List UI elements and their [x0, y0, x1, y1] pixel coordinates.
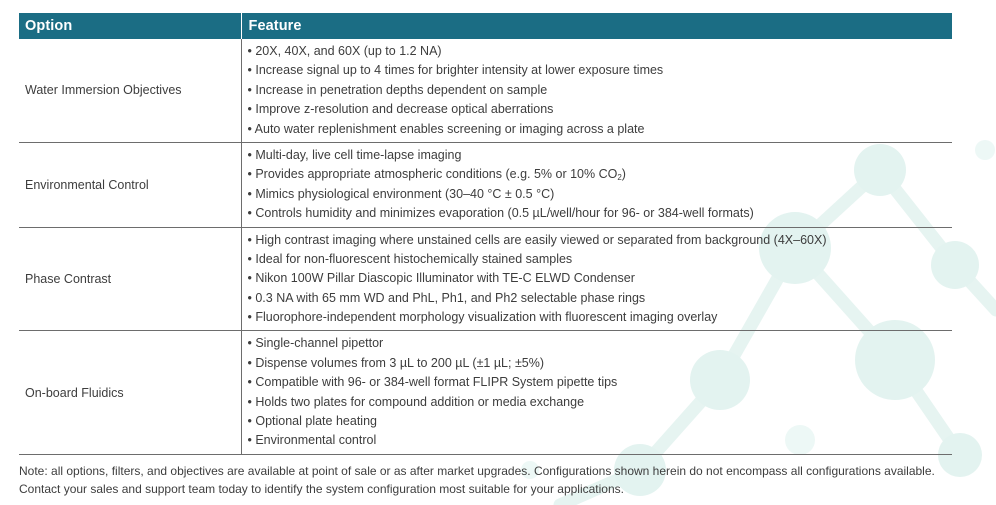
feature-list [241, 227, 952, 331]
subscript-2: 2 [617, 173, 622, 183]
feature-list [241, 331, 952, 454]
feature-list [241, 39, 952, 142]
feature-item: • Auto water replenishment enables screening or imaging across a plate [247, 121, 645, 136]
feature-item: • 20X, 40X, and 60X (up to 1.2 NA) [247, 44, 442, 58]
feature-item: • Increase signal up to 4 times for brighter intensity at lower exposure times [247, 63, 664, 78]
feature-item: • Nikon 100W Pillar Diascopic Illuminator with TE-C ELWD Condenser [247, 271, 635, 286]
feature-item: • Dispense volumes from 3 µL to 200 µL (±1 µL; ±5%) [247, 355, 545, 370]
table-row [19, 331, 952, 454]
feature-list [241, 142, 952, 227]
feature-item: • High contrast imaging where unstained cells are easily viewed or separated from background (4X–60X) [247, 232, 827, 247]
feature-item: • Increase in penetration depths dependent on sample [247, 82, 548, 97]
feature-item: • 0.3 NA with 65 mm WD and PhL, Ph1, and Ph2 selectable phase rings [247, 290, 646, 305]
feature-item: • Environmental control [247, 433, 377, 448]
feature-item: • Multi-day, live cell time-lapse imaging [247, 147, 462, 162]
feature-item: • Fluorophore-independent morphology visualization with fluorescent imaging overlay [247, 310, 718, 325]
feature-item: • Optional plate heating [247, 414, 377, 429]
feature-item: • Holds two plates for compound addition or media exchange [247, 394, 585, 409]
feature-item: • Improve z-resolution and decrease optical aberrations [247, 102, 554, 117]
feature-item: • Single-channel pipettor [247, 336, 384, 351]
footnote: Note: all options, filters, and objectives are available at point of sale or as after market upgrades. Configurations shown herein do not encompass all configurations available. Contact your sales and support team today to identify the system configuration most suitable for your applications. [19, 464, 935, 496]
table-row [19, 39, 952, 142]
table-header-row [19, 13, 952, 39]
table-row [19, 227, 952, 331]
feature-item: • Ideal for non-fluorescent histochemically stained samples [247, 251, 573, 266]
options-features-table [19, 13, 952, 455]
option-column-header: Option [19, 13, 241, 39]
option-name: Water Immersion Objectives [19, 39, 241, 142]
feature-item: • Compatible with 96- or 384-well format FLIPR System pipette tips [247, 375, 618, 390]
table-row [19, 142, 952, 227]
option-name: On-board Fluidics [19, 331, 241, 454]
feature-item: • Controls humidity and minimizes evaporation (0.5 µL/well/hour for 96- or 384-well formats) [247, 206, 754, 221]
feature-item: • Mimics physiological environment (30–40 °C ± 0.5 °C) [247, 186, 555, 201]
option-name: Environmental Control [19, 142, 241, 227]
feature-column-header: Feature [241, 13, 952, 39]
feature-item: • Provides appropriate atmospheric conditions (e.g. 5% or 10% $CO_2$) [247, 167, 626, 183]
option-name: Phase Contrast [19, 227, 241, 331]
